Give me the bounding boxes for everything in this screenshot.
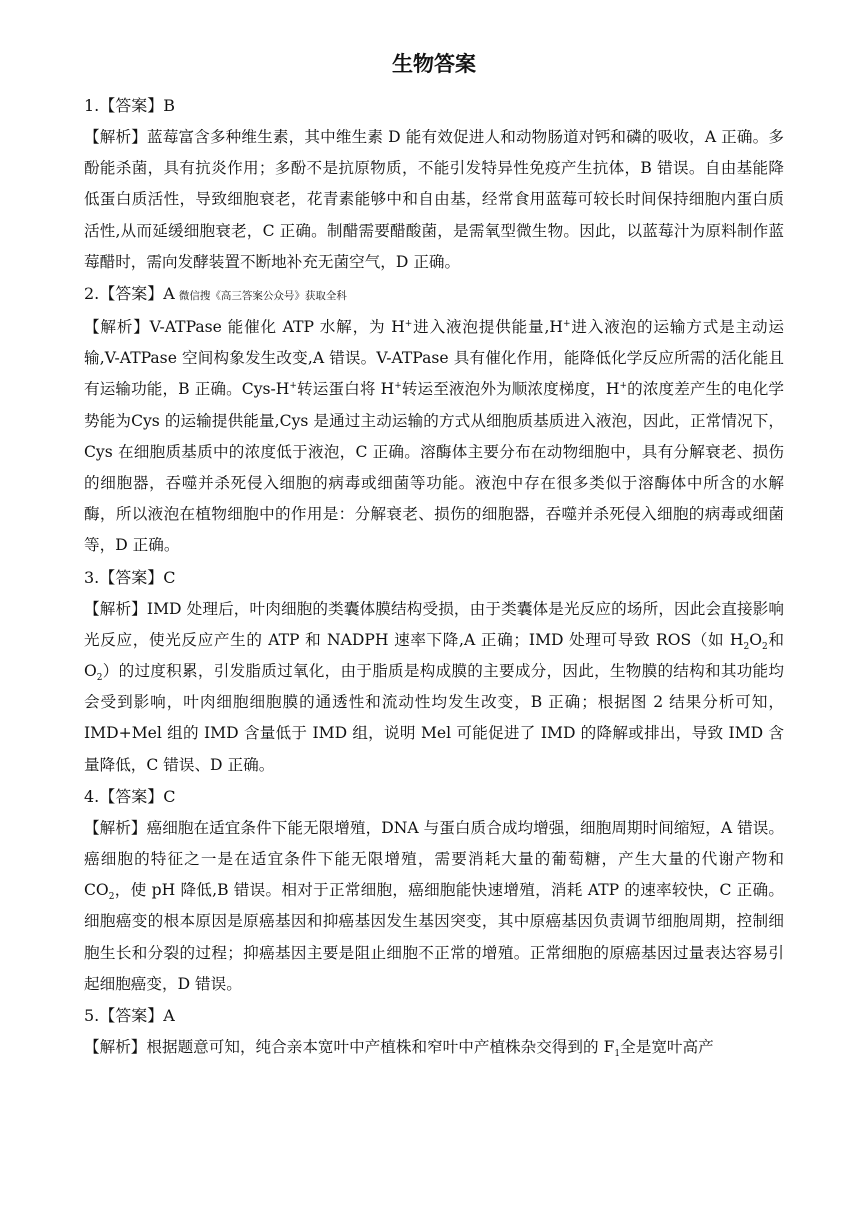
- q3-sub-1: 2: [743, 641, 750, 652]
- answer-label: 【答案】: [99, 284, 164, 304]
- q5-text-1: 根据题意可知，纯合亲本宽叶中产植株和窄叶中产植株杂交得到的 F: [146, 1038, 615, 1057]
- q3-sub-2: 2: [762, 641, 768, 652]
- answers-body: [84, 90, 784, 1065]
- answer-label: 【答案】: [99, 786, 164, 806]
- q3-analysis: [84, 594, 784, 781]
- analysis-label: 【解析】: [84, 599, 147, 618]
- analysis-label: 【解析】: [84, 128, 147, 146]
- q1-answer: B: [163, 96, 176, 115]
- q1-header: [84, 92, 784, 120]
- q3-header: [84, 564, 784, 592]
- q5-header: [84, 1002, 784, 1030]
- analysis-label: 【解析】: [84, 1038, 147, 1057]
- q3-text-4: ）的过度积累，引发脂质过氧化，由于脂质是构成膜的主要成分，因此，生物膜的结构和其功能均会受到影响，叶肉细胞细胞膜的通透性和流动性均发生改变，B 正确；根据图 2 结果分析可知，IMD+Mel 组的 IMD 含量低于 IMD 组，说明 Mel 可能促进了 IMD 的降解或排出，导致 IMD 含量降低，C 错误、D 正确。: [84, 662, 784, 774]
- q3-sub-3: 2: [96, 673, 103, 684]
- analysis-label: 【解析】: [84, 318, 150, 337]
- answer-label: 【答案】: [99, 96, 164, 115]
- q2-number: 2.: [84, 284, 100, 304]
- q2-text-6: 的浓度差产生的电化学势能为Cys 的运输提供能量,Cys 是通过主动运输的方式从细胞质基质进入液泡，因此，正常情况下，Cys 在细胞质基质中的浓度低于液泡，C 正确。溶酶体主要分布在动物细胞中，具有分解衰老、损伤的细胞器，吞噬并杀死侵入细胞的病毒或细菌等功能。液泡中存在很多类似于溶酶体中所含的水解酶，所以液泡在植物细胞中的作用是：分解衰老、损伤的细胞器，吞噬并杀死侵入细胞的病毒或细菌等，D 正确。: [84, 380, 784, 555]
- q2-sup-3: +: [289, 381, 297, 392]
- q4-analysis: [84, 813, 784, 1000]
- q5-number: 5.: [84, 1006, 100, 1026]
- analysis-label: 【解析】: [84, 818, 147, 837]
- q2-text-3: 进入液泡的运输方式是主动运输,V-ATPase 空间构象发生改变,A 错误。V-ATPase 具有催化作用，能降低化学反应所需的活化能且有运输功能，B 正确。Cys-H: [84, 318, 784, 399]
- q4-answer: C: [163, 786, 176, 806]
- q2-sup-5: +: [619, 381, 628, 392]
- q2-text-2: 进入液泡提供能量,H: [412, 318, 564, 337]
- q1-number: 1.: [84, 96, 100, 115]
- q3-number: 3.: [84, 567, 100, 587]
- q2-answer: A: [163, 284, 175, 304]
- q2-sup-4: +: [394, 381, 402, 392]
- q3-answer: C: [163, 567, 176, 587]
- q4-sub-1: 2: [108, 892, 115, 903]
- q3-text-1: IMD 处理后，叶肉细胞的类囊体膜结构受损，由于类囊体是光反应的场所，因此会直接影响光反应，使光反应产生的 ATP 和 NADPH 速率下降,A 正确；IMD 处理可导致 ROS（如 H: [84, 599, 784, 649]
- q4-number: 4.: [84, 786, 100, 806]
- q3-text-2: O: [749, 630, 763, 649]
- q5-text-2: 全是宽叶高产: [620, 1038, 714, 1057]
- q2-note: 微信搜《高三答案公众号》获取全科: [178, 290, 347, 303]
- q1-analysis: [84, 122, 784, 278]
- q4-text-2: ，使 pH 降低,B 错误。相对于正常细胞，癌细胞能快速增殖，消耗 ATP 的速率较快，C 正确。细胞癌变的根本原因是原癌基因和抑癌基因发生基因突变，其中原癌基因负责调节细胞周期，控制细胞生长和分裂的过程；抑癌基因主要是阻止细胞不正常的增殖。正常细胞的原癌基因过量表达容易引起细胞癌变，D 错误。: [84, 881, 784, 993]
- answer-label: 【答案】: [99, 1006, 164, 1026]
- q4-text-1: 癌细胞在适宜条件下能无限增殖，DNA 与蛋白质合成均增强，细胞周期时间缩短，A 错误。癌细胞的特征之一是在适宜条件下能无限增殖，需要消耗大量的葡萄糖，产生大量的代谢产物和 CO: [84, 818, 784, 900]
- q2-sup-2: +: [563, 318, 571, 329]
- q2-analysis: [84, 312, 784, 562]
- q2-header: [84, 280, 784, 310]
- q1-analysis-text: 蓝莓富含多种维生素，其中维生素 D 能有效促进人和动物肠道对钙和磷的吸收，A 正确。多酚能杀菌，具有抗炎作用；多酚不是抗原物质，不能引发特异性免疫产生抗体，B 错误。自由基能降低蛋白质活性，导致细胞衰老，花青素能够中和自由基，经常食用蓝莓可较长时间保持细胞内蛋白质活性,从而延缓细胞衰老，C 正确。制醋需要醋酸菌，是需氧型微生物。因此，以蓝莓汁为原料制作蓝莓醋时，需向发酵装置不断地补充无菌空气，D 正确。: [84, 128, 784, 271]
- q2-sup-1: +: [404, 318, 413, 329]
- page-title: 生物答案: [392, 52, 476, 76]
- q5-analysis: [84, 1032, 784, 1063]
- answer-label: 【答案】: [99, 567, 164, 587]
- q2-text-1: V-ATPase 能催化 ATP 水解，为 H: [149, 318, 405, 337]
- q5-sub-1: 1: [614, 1049, 621, 1060]
- q5-answer: A: [163, 1006, 175, 1026]
- q2-text-4: 转运蛋白将 H: [296, 380, 395, 399]
- q2-text-5: 转运至液泡外为顺浓度梯度，H: [401, 380, 620, 399]
- q4-header: [84, 783, 784, 811]
- q3-text-3: 和 O: [84, 630, 784, 681]
